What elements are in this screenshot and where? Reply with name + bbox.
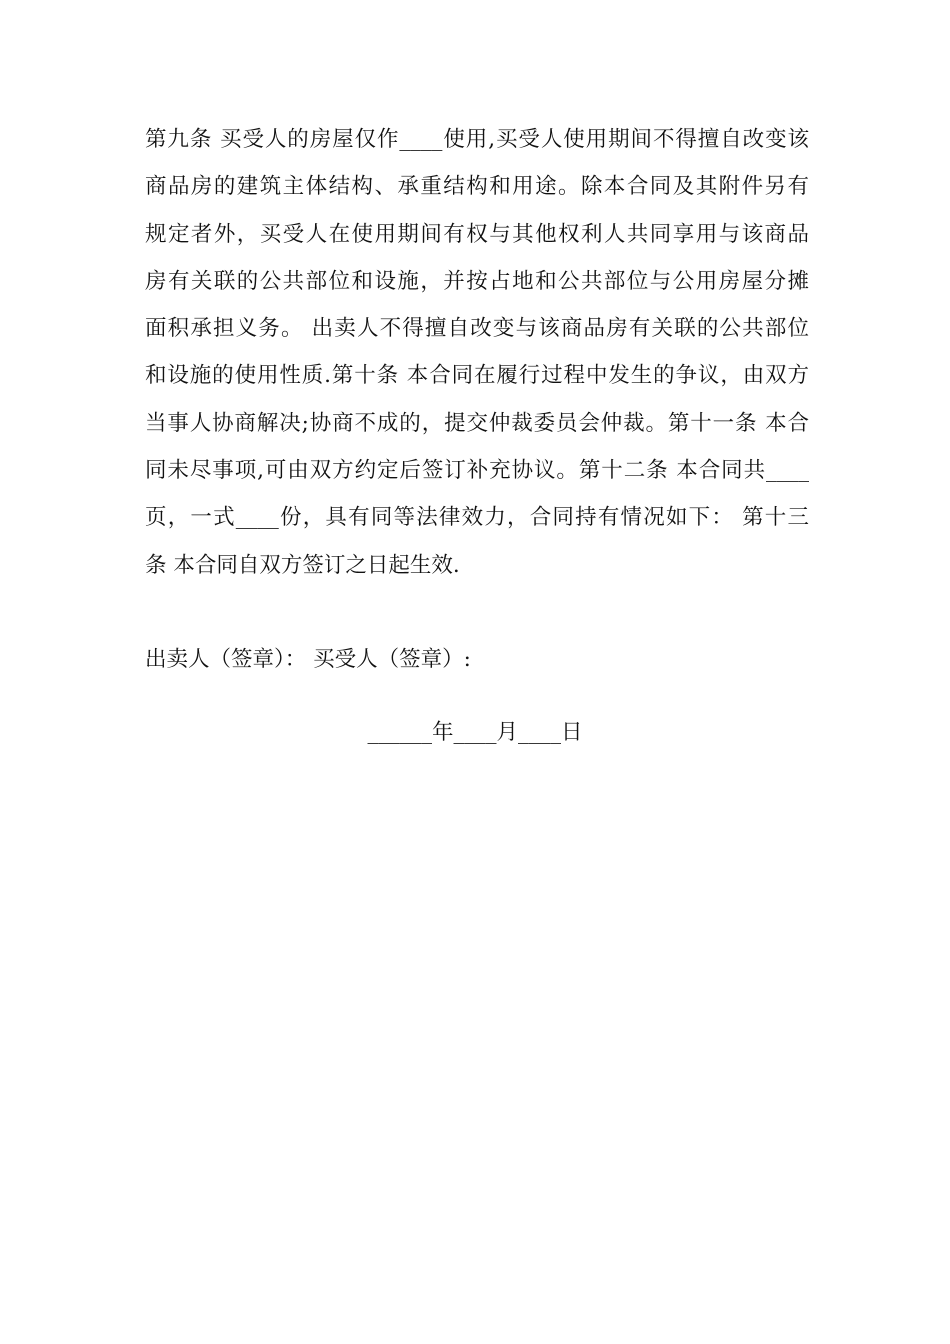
date-line: ______年____月____日 bbox=[367, 720, 583, 745]
body-line: 规定者外，买受人在使用期间有权与其他权利人共同享用与该商品 bbox=[145, 221, 809, 247]
body-line: 面积承担义务。 出卖人不得擅自改变与该商品房有关联的公共部位 bbox=[145, 316, 809, 342]
body-line: 页，一式____份，具有同等法律效力，合同持有情况如下： 第十三 bbox=[145, 505, 809, 531]
body-line: 房有关联的公共部位和设施，并按占地和公共部位与公用房屋分摊 bbox=[145, 268, 809, 294]
body-line: 和设施的使用性质.第十条 本合同在履行过程中发生的争议，由双方 bbox=[145, 363, 809, 389]
body-line: 当事人协商解决;协商不成的，提交仲裁委员会仲裁。第十一条 本合 bbox=[145, 410, 809, 436]
body-line: 条 本合同自双方签订之日起生效. bbox=[145, 552, 460, 578]
body-line: 商品房的建筑主体结构、承重结构和用途。除本合同及其附件另有 bbox=[145, 174, 809, 200]
contract-body-text bbox=[145, 116, 809, 589]
body-line: 第九条 买受人的房屋仅作____使用,买受人使用期间不得擅自改变该 bbox=[145, 127, 809, 152]
body-line: 同未尽事项,可由双方约定后签订补充协议。第十二条 本合同共____ bbox=[145, 458, 809, 484]
signature-line: 出卖人（签章）： 买受人（签章）: bbox=[145, 647, 471, 672]
